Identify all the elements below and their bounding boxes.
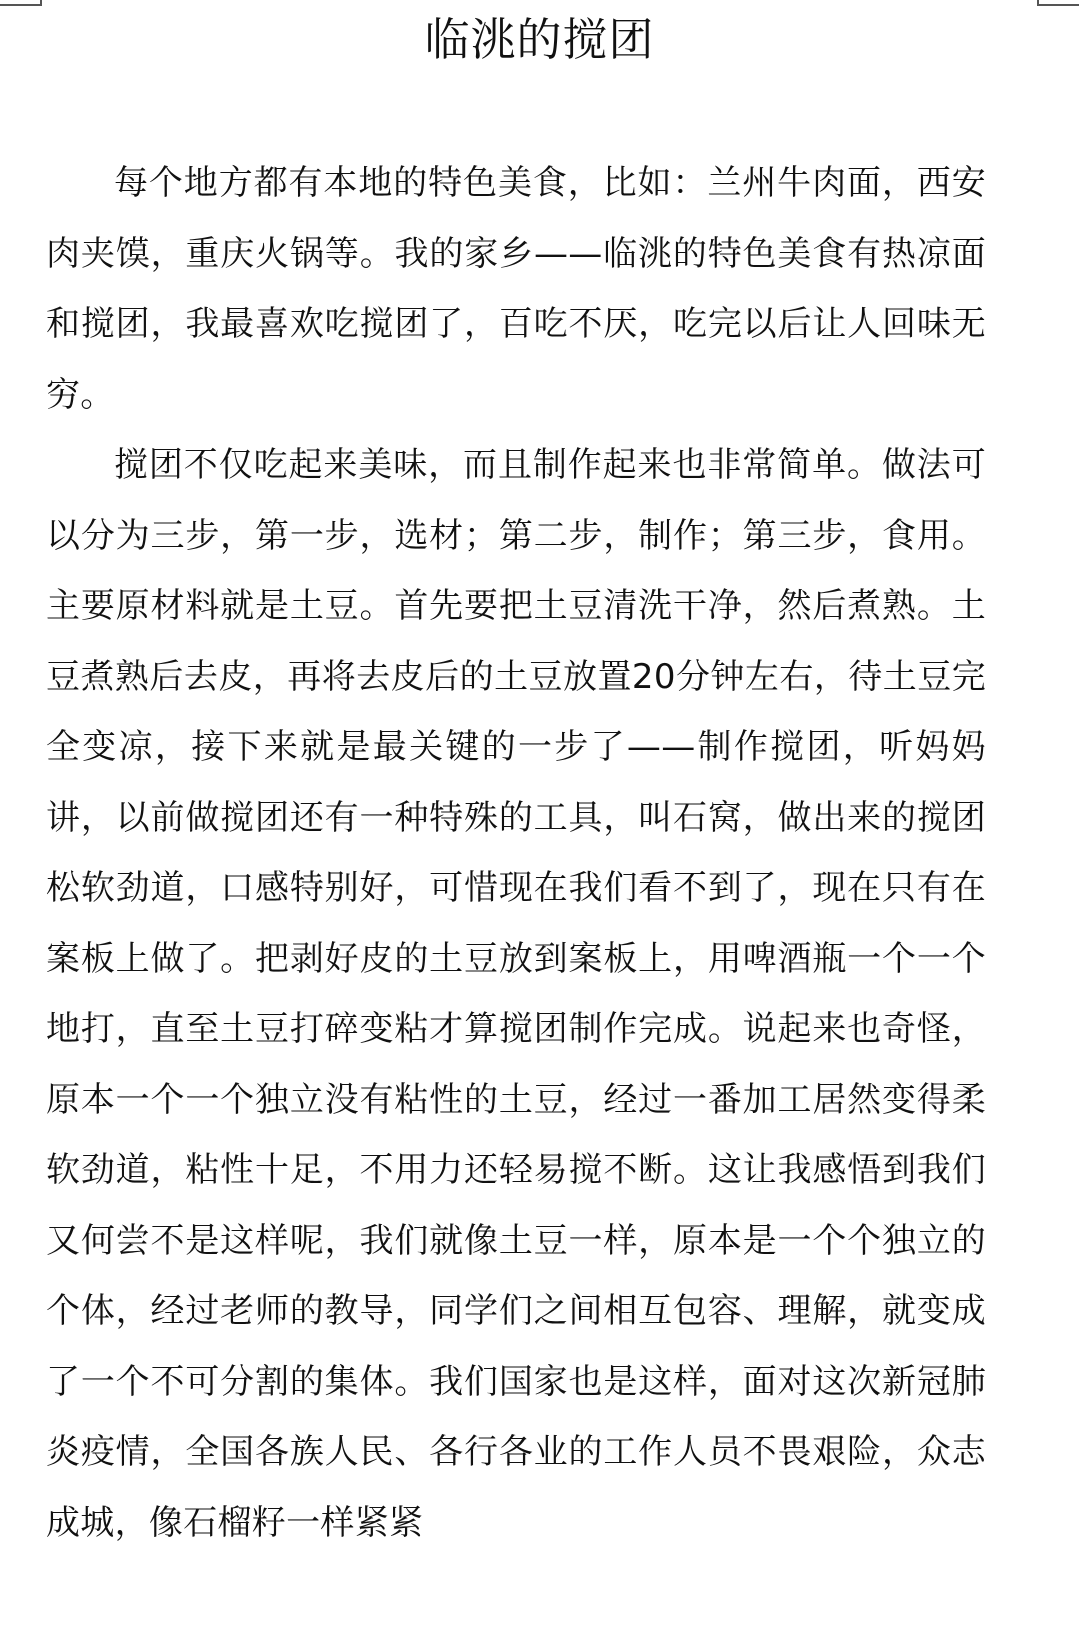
document-title: 临洮的搅团	[424, 13, 655, 66]
document-body	[46, 148, 986, 1558]
page-corner-mark-left	[0, 0, 42, 6]
paragraph-intro: 每个地方都有本地的特色美食，比如：兰州牛肉面，西安肉夹馍，重庆火锅等。我的家乡——临洮的特色美食有热凉面和搅团，我最喜欢吃搅团了，百吃不厌，吃完以后让人回味无穷。	[46, 163, 986, 415]
page-corner-mark-right	[1037, 0, 1079, 6]
paragraph-method: 搅团不仅吃起来美味，而且制作起来也非常简单。做法可以分为三步，第一步，选材；第二步，制作；第三步，食用。主要原材料就是土豆。首先要把土豆清洗干净，然后煮熟。土豆煮熟后去皮，再将去皮后的土豆放置20分钟左右，待土豆完全变凉，接下来就是最关键的一步了——制作搅团，听妈妈讲，以前做搅团还有一种特殊的工具，叫石窝，做出来的搅团松软劲道，口感特别好，可惜现在我们看不到了，现在只有在案板上做了。把剥好皮的土豆放到案板上，用啤酒瓶一个一个地打，直至土豆打碎变粘才算搅团制作完成。说起来也奇怪，原本一个一个独立没有粘性的土豆，经过一番加工居然变得柔软劲道，粘性十足，不用力还轻易搅不断。这让我感悟到我们又何尝不是这样呢，我们就像土豆一样，原本是一个个独立的个体，经过老师的教导，同学们之间相互包容、理解，就变成了一个不可分割的集体。我们国家也是这样，面对这次新冠肺炎疫情，全国各族人民、各行各业的工作人员不畏艰险，众志成城，像石榴籽一样紧紧	[46, 445, 986, 1543]
